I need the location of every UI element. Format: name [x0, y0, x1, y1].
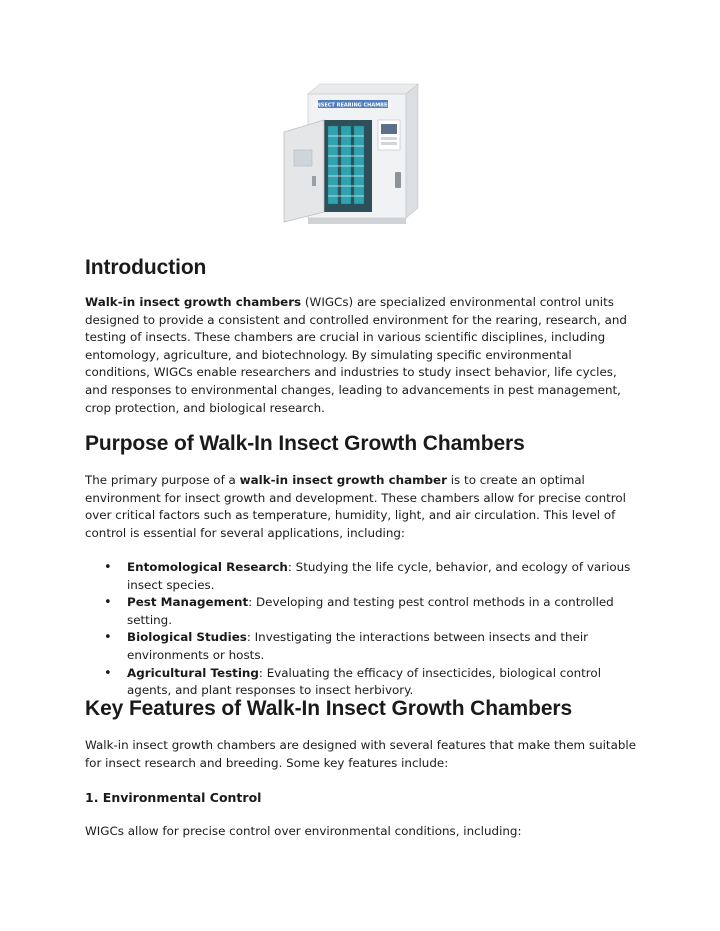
purpose-text-after: is to create an optimal environment for insect growth and development. These chambers allow for precise control over critical factors such as temperature, humidity, light, and air circulation. This level of control is essential for several applications, including: — [85, 473, 626, 540]
list-item — [85, 665, 645, 700]
applications-list — [85, 559, 645, 700]
list-item-title: Biological Studies — [127, 630, 247, 645]
list-item-text: : Investigating the interactions between insects and their environments or hosts. — [127, 630, 589, 662]
list-item — [85, 559, 645, 594]
list-item-text: : Studying the life cycle, behavior, and ecology of various insect species. — [127, 560, 631, 592]
intro-paragraph — [85, 294, 637, 417]
purpose-text-bold: walk-in insect growth chamber — [239, 473, 447, 487]
list-item-text: : Developing and testing pest control methods in a controlled setting. — [127, 595, 614, 627]
list-item — [85, 594, 645, 629]
list-item-text: : Evaluating the efficacy of insecticides, biological control agents, and plant responses to insect herbivory. — [127, 665, 601, 698]
chamber-sign-text: INSECT REARING CHAMBER — [314, 102, 392, 109]
list-item-title: Entomological Research — [127, 560, 288, 574]
features-paragraph: Walk-in insect growth chambers are designed with several features that make them suitable for insect research and breeding. Some key features include: — [85, 738, 637, 770]
purpose-heading: Purpose of Walk-In Insect Growth Chambers — [85, 432, 525, 455]
list-item-title: Pest Management — [127, 595, 249, 610]
purpose-text-before: The primary purpose of a — [85, 473, 240, 487]
environmental-control-heading: 1. Environmental Control — [85, 790, 262, 805]
intro-heading: Introduction — [85, 256, 207, 279]
list-item-title: Agricultural Testing — [127, 665, 259, 680]
purpose-paragraph — [85, 472, 637, 542]
features-heading: Key Features of Walk-In Insect Growth Chambers — [85, 697, 573, 720]
intro-text: (WIGCs) are specialized environmental control units designed to provide a consistent and controlled environment for the rearing, research, and testing of insects. These chambers are crucial in various scientific disciplines, including entomology, agriculture, and biotechnology. By simulating specific environmental conditions, WIGCs enable researchers and industries to study insect behavior, life cycles, and responses to environmental changes, leading to advancements in pest management, crop protection, and biological research. — [85, 295, 627, 415]
list-item — [85, 629, 645, 664]
intro-lead-bold: Walk-in insect growth chambers — [85, 295, 302, 309]
chamber-image — [268, 80, 440, 240]
environmental-control-paragraph: WIGCs allow for precise control over environmental conditions, including: — [85, 824, 522, 838]
